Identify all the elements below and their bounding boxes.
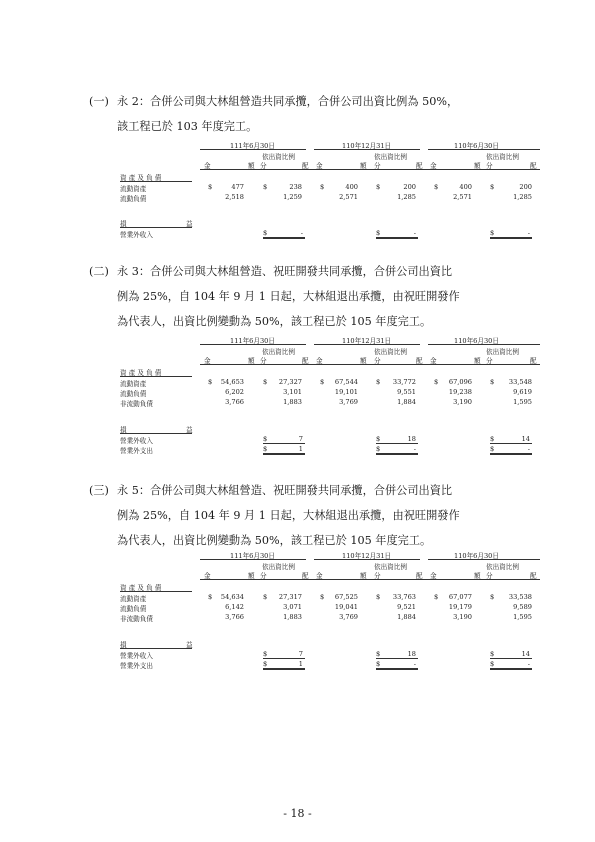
cell: 1,595 (513, 613, 532, 621)
cell: 3,766 (225, 613, 244, 621)
table-row (120, 603, 540, 612)
section-3-line: 永 5：合併公司與大林組營造、祝旺開發共同承攬，合併公司出資比 (117, 484, 453, 497)
col-head: 金 (316, 572, 323, 580)
col-head: 額 (360, 357, 367, 365)
col-head: 配 (530, 162, 537, 170)
section-1-marker: (一) (89, 95, 109, 108)
cell: 6,202 (225, 388, 244, 396)
cell: 9,521 (397, 603, 416, 611)
col-head: 額 (474, 572, 481, 580)
cell: $ (434, 183, 439, 191)
col-head: 金 (204, 572, 211, 580)
col-head: 配 (530, 572, 537, 580)
col-head: 分 (374, 162, 381, 170)
period-header: 110年6月30日 (454, 337, 499, 345)
cell: 3,769 (339, 398, 358, 406)
row-label: 非流動負債 (120, 400, 153, 408)
cell: 3,190 (453, 398, 472, 406)
cell: $ 14 (490, 650, 530, 658)
cell: $ (320, 183, 325, 191)
period-header: 110年12月31日 (342, 552, 392, 560)
table-row (120, 378, 540, 387)
period-header: 111年6月30日 (230, 552, 275, 560)
asset-heading: 資 產 及 負 債 (120, 584, 162, 592)
cell: 3,190 (453, 613, 472, 621)
table-row (120, 229, 540, 238)
row-label: 流動負債 (120, 605, 147, 613)
pl-heading-left: 損 (120, 220, 127, 228)
cell: 67,525 (334, 593, 358, 601)
cell: $ (376, 593, 381, 601)
section-3-text (89, 478, 555, 553)
col-head: 金 (316, 162, 323, 170)
row-label: 非流動負債 (120, 615, 153, 623)
col-head: 分 (374, 357, 381, 365)
cell: 1,259 (283, 193, 302, 201)
col-head: 額 (474, 357, 481, 365)
cell: 200 (403, 183, 416, 191)
col-head: 配 (302, 162, 309, 170)
cell: $ (376, 183, 381, 191)
section-2-text (89, 259, 555, 334)
subhead-label: 依出資比例 (486, 563, 519, 571)
row-label: 流動資產 (120, 185, 147, 193)
section-3-line: 為代表人，出資比例變動為 50%，該工程已於 105 年度完工。 (117, 534, 432, 547)
cell: 9,551 (397, 388, 416, 396)
cell: 19,179 (448, 603, 472, 611)
cell: 1,285 (513, 193, 532, 201)
cell: $ (263, 183, 268, 191)
cell: 67,096 (448, 378, 472, 386)
section-1-line: 永 2：合併公司與大林組營造共同承攬，合併公司出資比例為 50%， (117, 95, 459, 108)
table-row (120, 398, 540, 407)
col-head: 配 (302, 572, 309, 580)
table-row (120, 445, 540, 454)
cell: $ - (376, 660, 416, 668)
cell: 2,571 (453, 193, 472, 201)
cell: 33,538 (508, 593, 532, 601)
cell: $ (208, 378, 213, 386)
col-head: 分 (260, 572, 267, 580)
subhead-label: 依出資比例 (486, 348, 519, 356)
pl-heading-left: 損 (120, 426, 127, 434)
period-header: 110年12月31日 (342, 142, 392, 150)
cell: 3,101 (283, 388, 302, 396)
cell: 1,884 (397, 613, 416, 621)
subhead-label: 依出資比例 (374, 348, 407, 356)
cell: 3,071 (283, 603, 302, 611)
row-label: 營業外收入 (120, 231, 153, 239)
col-head: 額 (360, 572, 367, 580)
row-label: 流動負債 (120, 390, 147, 398)
cell: 67,077 (448, 593, 472, 601)
section-3-line: 例為 25%，自 104 年 9 月 1 日起，大林組退出承攬，由祝旺開發作 (117, 509, 460, 522)
row-label: 流動資產 (120, 380, 147, 388)
pl-heading-right: 益 (186, 220, 193, 228)
pl-heading-right: 益 (186, 641, 193, 649)
section-2-line: 永 3：合併公司與大林組營造、祝旺開發共同承攬，合併公司出資比 (117, 265, 453, 278)
page-number: - 18 - (283, 807, 312, 820)
cell: 400 (459, 183, 472, 191)
section-1-text (89, 89, 555, 139)
cell: 2,571 (339, 193, 358, 201)
pl-heading-left: 損 (120, 641, 127, 649)
col-head: 金 (430, 572, 437, 580)
cell: $ - (490, 445, 530, 453)
period-header: 110年6月30日 (454, 142, 499, 150)
table-row (120, 650, 540, 659)
asset-heading: 資 產 及 負 債 (120, 174, 162, 182)
cell: $ - (376, 229, 416, 237)
section-3-marker: (三) (89, 484, 109, 497)
section-2-marker: (二) (89, 265, 109, 278)
cell: $ (263, 378, 268, 386)
col-head: 分 (486, 572, 493, 580)
table-row (120, 388, 540, 397)
cell: 9,589 (513, 603, 532, 611)
cell: $ (490, 378, 495, 386)
subhead-label: 依出資比例 (262, 348, 295, 356)
cell: $ 18 (376, 650, 416, 658)
cell: 1,285 (397, 193, 416, 201)
row-label: 營業外收入 (120, 652, 153, 660)
col-head: 額 (248, 162, 255, 170)
cell: $ 1 (263, 660, 303, 668)
cell: 3,769 (339, 613, 358, 621)
col-head: 額 (248, 357, 255, 365)
col-head: 配 (416, 162, 423, 170)
row-label: 流動負債 (120, 195, 147, 203)
cell: 2,518 (225, 193, 244, 201)
cell: $ - (490, 229, 530, 237)
cell: $ - (490, 660, 530, 668)
col-head: 配 (530, 357, 537, 365)
col-head: 配 (416, 572, 423, 580)
cell: $ (320, 593, 325, 601)
period-header: 110年12月31日 (342, 337, 392, 345)
cell: 477 (231, 183, 244, 191)
cell: $ (434, 378, 439, 386)
col-head: 配 (302, 357, 309, 365)
subhead-label: 依出資比例 (262, 153, 295, 161)
cell: 9,619 (513, 388, 532, 396)
cell: 27,317 (278, 593, 302, 601)
col-head: 金 (204, 357, 211, 365)
cell: $ (434, 593, 439, 601)
cell: 27,327 (278, 378, 302, 386)
col-head: 配 (416, 357, 423, 365)
cell: $ (376, 378, 381, 386)
cell: $ - (376, 445, 416, 453)
col-head: 分 (374, 572, 381, 580)
period-header: 111年6月30日 (230, 337, 275, 345)
cell: 1,595 (513, 398, 532, 406)
cell: 1,883 (283, 398, 302, 406)
cell: $ 1 (263, 445, 303, 453)
col-head: 分 (486, 357, 493, 365)
table-row (120, 593, 540, 602)
subhead-label: 依出資比例 (486, 153, 519, 161)
cell: 33,772 (392, 378, 416, 386)
col-head: 金 (316, 357, 323, 365)
cell: 6,142 (225, 603, 244, 611)
table-row (120, 660, 540, 669)
table-row (120, 193, 540, 202)
cell: $ (263, 593, 268, 601)
col-head: 額 (360, 162, 367, 170)
row-label: 營業外支出 (120, 447, 153, 455)
cell: $ - (263, 229, 303, 237)
col-head: 額 (248, 572, 255, 580)
table-row (120, 613, 540, 622)
table-row (120, 183, 540, 192)
cell: 54,653 (220, 378, 244, 386)
table-row (120, 435, 540, 444)
col-head: 金 (204, 162, 211, 170)
cell: $ 7 (263, 435, 303, 443)
period-header: 111年6月30日 (230, 142, 275, 150)
cell: 33,763 (392, 593, 416, 601)
section-2-line: 為代表人，出資比例變動為 50%，該工程已於 105 年度完工。 (117, 315, 432, 328)
cell: $ (208, 183, 213, 191)
cell: 1,883 (283, 613, 302, 621)
cell: 19,101 (334, 388, 358, 396)
cell: 200 (519, 183, 532, 191)
cell: 238 (289, 183, 302, 191)
cell: 67,544 (334, 378, 358, 386)
cell: $ (320, 378, 325, 386)
cell: 3,766 (225, 398, 244, 406)
period-header: 110年6月30日 (454, 552, 499, 560)
cell: $ (208, 593, 213, 601)
cell: $ 7 (263, 650, 303, 658)
cell: 400 (345, 183, 358, 191)
col-head: 金 (430, 162, 437, 170)
col-head: 金 (430, 357, 437, 365)
cell: 19,041 (334, 603, 358, 611)
cell: 54,634 (220, 593, 244, 601)
cell: $ 14 (490, 435, 530, 443)
col-head: 分 (486, 162, 493, 170)
cell: 1,884 (397, 398, 416, 406)
cell: $ (490, 183, 495, 191)
cell: 19,238 (448, 388, 472, 396)
row-label: 流動資產 (120, 595, 147, 603)
cell: $ (490, 593, 495, 601)
cell: $ 18 (376, 435, 416, 443)
section-1-line: 該工程已於 103 年度完工。 (117, 120, 258, 133)
subhead-label: 依出資比例 (374, 153, 407, 161)
row-label: 營業外收入 (120, 437, 153, 445)
col-head: 分 (260, 357, 267, 365)
pl-heading-right: 益 (186, 426, 193, 434)
subhead-label: 依出資比例 (374, 563, 407, 571)
subhead-label: 依出資比例 (262, 563, 295, 571)
col-head: 分 (260, 162, 267, 170)
section-2-line: 例為 25%，自 104 年 9 月 1 日起，大林組退出承攬，由祝旺開發作 (117, 290, 460, 303)
asset-heading: 資 產 及 負 債 (120, 369, 162, 377)
row-label: 營業外支出 (120, 662, 153, 670)
col-head: 額 (474, 162, 481, 170)
cell: 33,548 (508, 378, 532, 386)
